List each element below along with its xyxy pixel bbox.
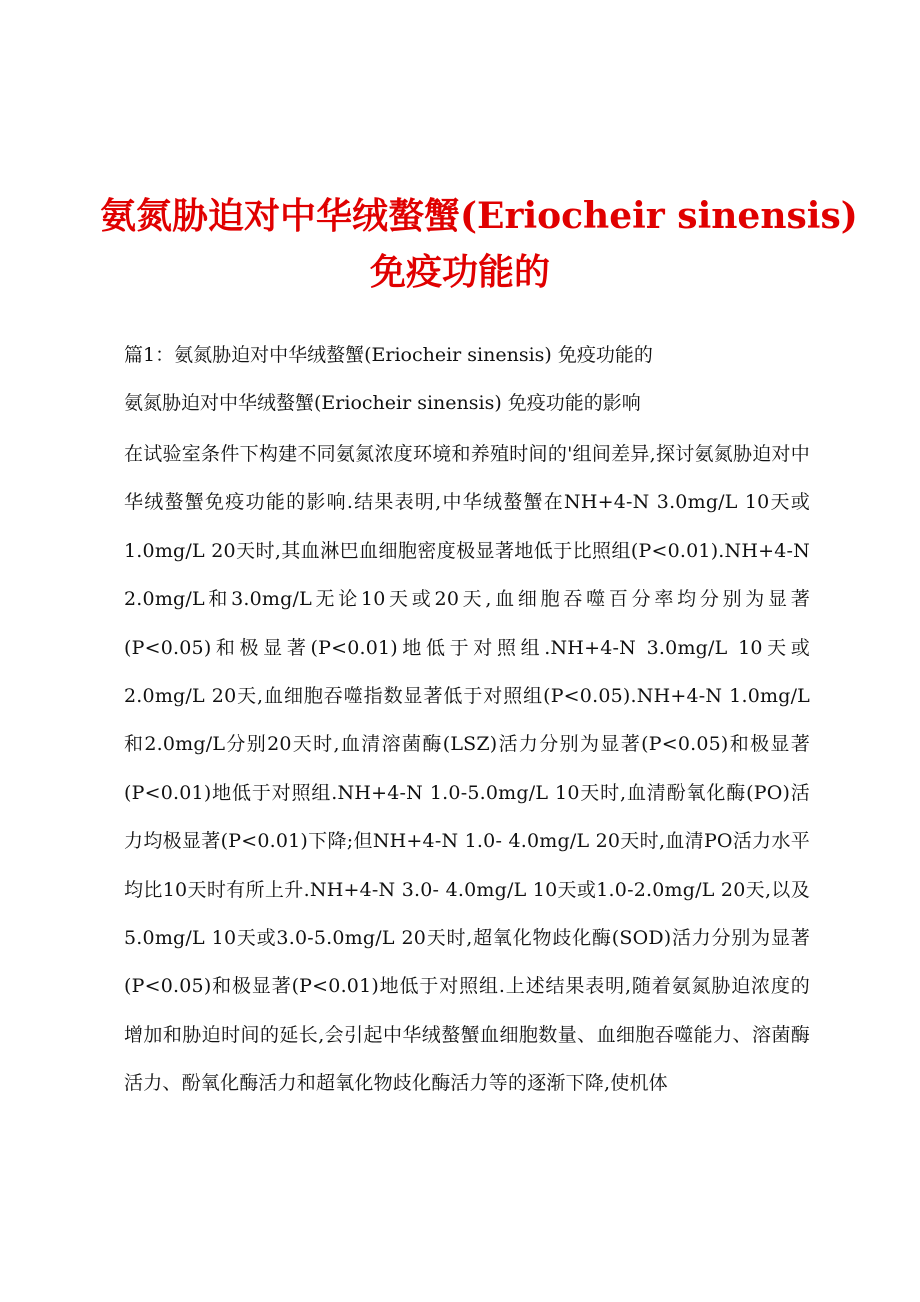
document-title-line-1: 氨氮胁迫对中华绒螯蟹(Eriocheir sinensis) bbox=[100, 195, 858, 237]
document-title-line-2: 免疫功能的 bbox=[369, 251, 550, 293]
article-title: 氨氮胁迫对中华绒螯蟹(Eriocheir sinensis) 免疫功能的影响 bbox=[124, 392, 641, 414]
body-paragraph: 在试验室条件下构建不同氨氮浓度环境和养殖时间的'组间差异,探讨氨氮胁迫对中华绒螯蟹免疫功能的影响.结果表明,中华绒螯蟹在NH+4-N 3.0mg/L 10天或1.0mg/L 20天时,其血淋巴血细胞密度极显著地低于比照组(P<0.01).NH+4-N 2.0mg/L和3.0mg/L无论10天或20天,血细胞吞噬百分率均分别为显著(P<0.05)和极显著(P<0.01)地低于对照组.NH+4-N 3.0mg/L 10天或2.0mg/L 20天,血细胞吞噬指数显著低于对照组(P<0.05).NH+4-N 1.0mg/L和2.0mg/L分别20天时,血清溶菌酶(LSZ)活力分别为显著(P<0.05)和极显著(P<0.01)地低于对照组.NH+4-N 1.0-5.0mg/L 10天时,血清酚氧化酶(PO)活力均极显著(P<0.01)下降;但NH+4-N 1.0- 4.0mg/L 20天时,血清PO活力水平均比10天时有所上升.NH+4-N 3.0- 4.0mg/L 10天或1.0-2.0mg/L 20天,以及5.0mg/L 10天或3.0-5.0mg/L 20天时,超氧化物歧化酶(SOD)活力分别为显著(P<0.05)和极显著(P<0.01)地低于对照组.上述结果表明,随着氨氮胁迫浓度的增加和胁迫时间的延长,会引起中华绒螯蟹血细胞数量、血细胞吞噬能力、溶菌酶活力、酚氧化酶活力和超氧化物歧化酶活力等的逐渐下降,使机体 bbox=[124, 443, 810, 1095]
section-heading: 篇1：氨氮胁迫对中华绒螯蟹(Eriocheir sinensis) 免疫功能的 bbox=[124, 344, 653, 366]
